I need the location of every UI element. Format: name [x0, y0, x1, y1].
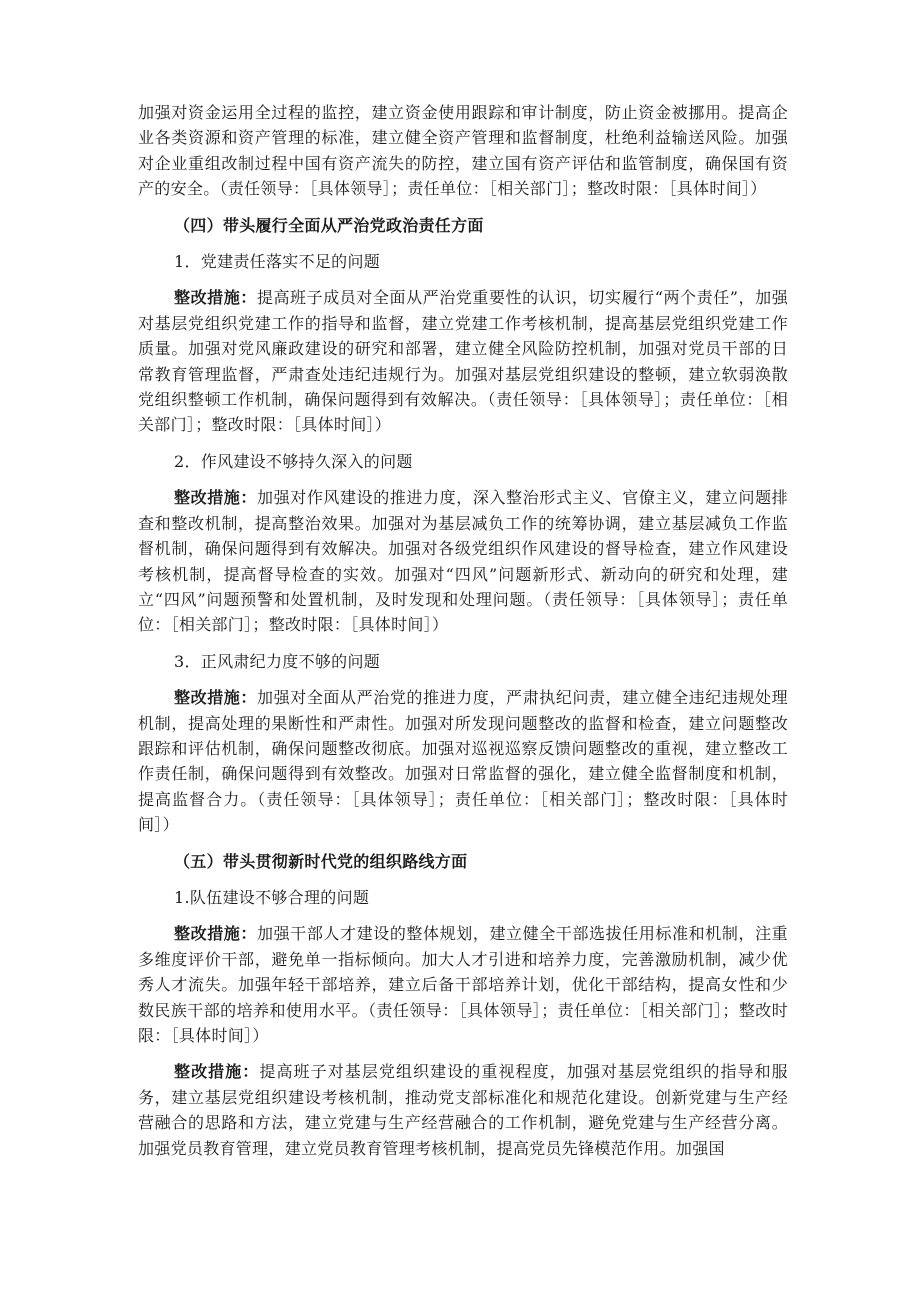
intro-paragraph: 加强对资金运用全过程的监控，建立资金使用跟踪和审计制度，防止资金被挪用。提高企业各类资源和资产管理的标准，建立健全资产管理和监督制度，杜绝利益输送风险。加强对企业重组改制过程中国有资产流失的防控，建立国有资产评估和监管制度，确保国有资产的安全。（责任领导：［具体领导］；责任单位：［相关部门］；整改时限：［具体时间］） — [138, 103, 788, 199]
section-five-heading: （五）带头贯彻新时代党的组织路线方面 — [174, 851, 468, 871]
measures-text: 加强对全面从严治党的推进力度，严肃执纪问责，建立健全违纪违规处理机制，提高处理的果断性和严肃性。加强对所发现问题整改的监督和检查，建立问题整改跟踪和评估机制，确保问题整改彻底。加强对巡视巡察反馈问题整改的重视，建立整改工作责任制，确保问题得到有效整改。加强对日常监督的强化，建立健全监督制度和机制，提高监督合力。（责任领导：［具体领导］；责任单位：［相关部门］；整改时限：［具体时间］） — [138, 688, 788, 835]
measures-label: 整改措施： — [174, 688, 258, 708]
section-five-item-1-title: 1.队伍建设不够合理的问题 — [174, 887, 370, 907]
section-four-item-1-measures — [138, 285, 788, 437]
section-four-item-3-title: 3．正风肃纪力度不够的问题 — [174, 651, 381, 671]
measures-label: 整改措施： — [174, 288, 257, 308]
section-four-item-1-title: 1．党建责任落实不足的问题 — [174, 252, 381, 272]
section-five-item-1-measures — [138, 921, 788, 1048]
measures-label: 整改措施： — [174, 488, 258, 508]
section-four-heading: （四）带头履行全面从严治党政治责任方面 — [174, 215, 484, 235]
measures-text: 加强干部人才建设的整体规划，建立健全干部选拔任用标准和机制，注重多维度评价干部，避免单一指标倾向。加大人才引进和培养力度，完善激励机制，减少优秀人才流失。加强年轻干部培养，建立后备干部培养计划，优化干部结构，提高女性和少数民族干部的培养和使用水平。（责任领导：［具体领导］；责任单位：［相关部门］；整改时限：［具体时间］） — [138, 924, 788, 1045]
document-body — [138, 100, 788, 1161]
section-four-item-2-measures — [138, 485, 788, 637]
measures-text: 加强对作风建设的推进力度，深入整治形式主义、官僚主义，建立问题排查和整改机制，提高整治效果。加强对为基层减负工作的统筹协调，建立基层减负工作监督机制，确保问题得到有效解决。加强对各级党组织作风建设的督导检查，建立作风建设考核机制，提高督导检查的实效。加强对“四风”问题新形式、新动向的研究和处理，建立“四风”问题预警和处置机制，及时发现和处理问题。（责任领导：［具体领导］；责任单位：［相关部门］；整改时限：［具体时间］） — [138, 488, 788, 635]
section-five-item-2-measures — [138, 1059, 788, 1161]
measures-label: 整改措施： — [174, 1062, 260, 1082]
section-four-item-2-title: 2．作风建设不够持久深入的问题 — [174, 451, 413, 471]
measures-label: 整改措施： — [174, 924, 258, 944]
measures-text: 提高班子成员对全面从严治党重要性的认识，切实履行“两个责任”，加强对基层党组织党建工作的指导和监督，建立党建工作考核机制，提高基层党组织党建工作质量。加强对党风廉政建设的研究和部署，建立健全风险防控机制，加强对党员干部的日常教育管理监督，严肃查处违纪违规行为。加强对基层党组织建设的整顿，建立软弱涣散党组织整顿工作机制，确保问题得到有效解决。（责任领导：［具体领导］；责任单位：［相关部门］；整改时限：［具体时间］） — [138, 288, 788, 435]
section-four-item-3-measures — [138, 685, 788, 837]
measures-text: 提高班子对基层党组织建设的重视程度，加强对基层党组织的指导和服务，建立基层党组织建设考核机制，推动党支部标准化和规范化建设。创新党建与生产经营融合的思路和方法，建立党建与生产经营融合的工作机制，避免党建与生产经营分离。加强党员教育管理，建立党员教育管理考核机制，提高党员先锋模范作用。加强国 — [138, 1062, 788, 1158]
